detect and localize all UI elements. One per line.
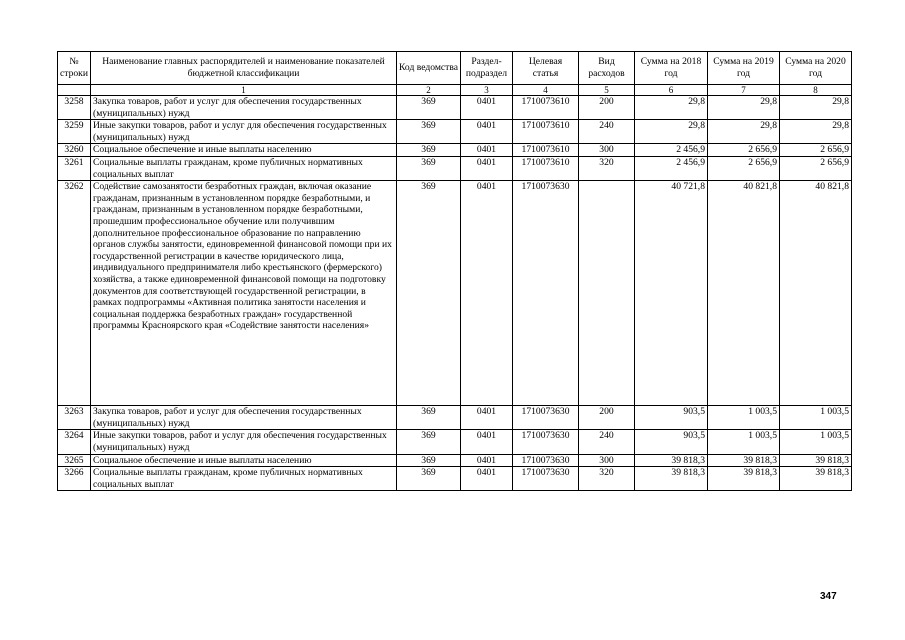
column-number-row bbox=[58, 85, 852, 96]
row-section: 0401 bbox=[461, 120, 513, 144]
row-target-article: 1710073610 bbox=[513, 156, 579, 180]
row-sum-2019: 40 821,8 bbox=[708, 181, 780, 406]
row-sum-2020: 2 656,9 bbox=[780, 144, 852, 157]
row-dept-code: 369 bbox=[397, 181, 461, 406]
row-sum-2019: 39 818,3 bbox=[708, 454, 780, 467]
row-name: Иные закупки товаров, работ и услуг для обеспечения государственных (муниципальных) нужд bbox=[91, 430, 397, 454]
header-row bbox=[58, 52, 852, 85]
row-number: 3266 bbox=[58, 467, 91, 491]
column-number: 1 bbox=[91, 85, 397, 96]
row-expense-type: 200 bbox=[579, 96, 635, 120]
table-row bbox=[58, 430, 852, 454]
row-sum-2020: 2 656,9 bbox=[780, 156, 852, 180]
budget-table bbox=[57, 51, 852, 491]
row-expense-type: 300 bbox=[579, 454, 635, 467]
row-dept-code: 369 bbox=[397, 406, 461, 430]
row-name: Социальное обеспечение и иные выплаты населению bbox=[91, 144, 397, 157]
header-sum-2019: Сумма на 2019 год bbox=[708, 52, 780, 85]
row-section: 0401 bbox=[461, 181, 513, 406]
row-target-article: 1710073610 bbox=[513, 120, 579, 144]
header-sum-2018: Сумма на 2018 год bbox=[635, 52, 708, 85]
row-expense-type: 300 bbox=[579, 144, 635, 157]
row-target-article: 1710073630 bbox=[513, 467, 579, 491]
table-row bbox=[58, 96, 852, 120]
row-dept-code: 369 bbox=[397, 430, 461, 454]
header-target-article: Целевая статья bbox=[513, 52, 579, 85]
column-number: 5 bbox=[579, 85, 635, 96]
row-dept-code: 369 bbox=[397, 454, 461, 467]
row-sum-2020: 39 818,3 bbox=[780, 467, 852, 491]
row-sum-2019: 2 656,9 bbox=[708, 144, 780, 157]
row-sum-2018: 2 456,9 bbox=[635, 144, 708, 157]
column-number: 8 bbox=[780, 85, 852, 96]
row-number: 3263 bbox=[58, 406, 91, 430]
header-name: Наименование главных распорядителей и наименование показателей бюджетной классификации bbox=[91, 52, 397, 85]
row-name: Иные закупки товаров, работ и услуг для обеспечения государственных (муниципальных) нужд bbox=[91, 120, 397, 144]
row-section: 0401 bbox=[461, 156, 513, 180]
row-sum-2020: 1 003,5 bbox=[780, 406, 852, 430]
row-section: 0401 bbox=[461, 144, 513, 157]
column-number: 6 bbox=[635, 85, 708, 96]
row-target-article: 1710073630 bbox=[513, 406, 579, 430]
row-target-article: 1710073610 bbox=[513, 144, 579, 157]
header-row-number: № строки bbox=[58, 52, 91, 85]
row-section: 0401 bbox=[461, 96, 513, 120]
row-section: 0401 bbox=[461, 406, 513, 430]
row-expense-type: 320 bbox=[579, 467, 635, 491]
row-section: 0401 bbox=[461, 467, 513, 491]
table-row bbox=[58, 181, 852, 406]
column-number: 3 bbox=[461, 85, 513, 96]
row-number: 3260 bbox=[58, 144, 91, 157]
row-sum-2018: 39 818,3 bbox=[635, 454, 708, 467]
row-name: Социальные выплаты гражданам, кроме публичных нормативных социальных выплат bbox=[91, 467, 397, 491]
column-number: 4 bbox=[513, 85, 579, 96]
row-expense-type: 200 bbox=[579, 406, 635, 430]
row-sum-2020: 39 818,3 bbox=[780, 454, 852, 467]
row-name: Социальные выплаты гражданам, кроме публичных нормативных социальных выплат bbox=[91, 156, 397, 180]
row-expense-type: 320 bbox=[579, 156, 635, 180]
row-target-article: 1710073610 bbox=[513, 96, 579, 120]
row-sum-2018: 903,5 bbox=[635, 430, 708, 454]
row-expense-type: 240 bbox=[579, 120, 635, 144]
row-sum-2018: 29,8 bbox=[635, 120, 708, 144]
row-number: 3265 bbox=[58, 454, 91, 467]
header-expense-type: Вид расходов bbox=[579, 52, 635, 85]
row-target-article: 1710073630 bbox=[513, 430, 579, 454]
row-sum-2018: 903,5 bbox=[635, 406, 708, 430]
header-dept-code: Код ведомства bbox=[397, 52, 461, 85]
table-row bbox=[58, 454, 852, 467]
row-name: Содействие самозанятости безработных граждан, включая оказание гражданам, признанным в установленном порядке безработными, и гражданам, признанным в установленном порядке безработными, прошедшим профессиональное обучение или получившим дополнительное профессиональное образование по направлению органов службы занятости, единовременной финансовой помощи при их государственной регистрации в качестве юридического лица, индивидуального предпринимателя либо крестьянского (фермерского) хозяйства, а также единовременной финансовой помощи на подготовку документов для соответствующей государственной регистрации, в рамках подпрограммы «Активная политика занятости населения и социальная поддержка безработных граждан» государственной программы Красноярского края «Содействие занятости населения» bbox=[91, 181, 397, 406]
row-dept-code: 369 bbox=[397, 467, 461, 491]
row-dept-code: 369 bbox=[397, 120, 461, 144]
table-row bbox=[58, 156, 852, 180]
header-section: Раздел-подраздел bbox=[461, 52, 513, 85]
row-sum-2019: 1 003,5 bbox=[708, 406, 780, 430]
row-number: 3264 bbox=[58, 430, 91, 454]
row-dept-code: 369 bbox=[397, 144, 461, 157]
header-sum-2020: Сумма на 2020 год bbox=[780, 52, 852, 85]
row-sum-2019: 29,8 bbox=[708, 120, 780, 144]
row-sum-2019: 2 656,9 bbox=[708, 156, 780, 180]
row-name: Закупка товаров, работ и услуг для обеспечения государственных (муниципальных) нужд bbox=[91, 96, 397, 120]
row-name: Закупка товаров, работ и услуг для обеспечения государственных (муниципальных) нужд bbox=[91, 406, 397, 430]
row-dept-code: 369 bbox=[397, 156, 461, 180]
table-row bbox=[58, 120, 852, 144]
row-sum-2018: 40 721,8 bbox=[635, 181, 708, 406]
row-sum-2020: 1 003,5 bbox=[780, 430, 852, 454]
row-number: 3261 bbox=[58, 156, 91, 180]
row-target-article: 1710073630 bbox=[513, 181, 579, 406]
row-sum-2019: 29,8 bbox=[708, 96, 780, 120]
row-name: Социальное обеспечение и иные выплаты населению bbox=[91, 454, 397, 467]
table-row bbox=[58, 406, 852, 430]
row-number: 3258 bbox=[58, 96, 91, 120]
row-number: 3259 bbox=[58, 120, 91, 144]
row-sum-2019: 1 003,5 bbox=[708, 430, 780, 454]
row-sum-2018: 39 818,3 bbox=[635, 467, 708, 491]
row-section: 0401 bbox=[461, 430, 513, 454]
row-sum-2020: 40 821,8 bbox=[780, 181, 852, 406]
row-target-article: 1710073630 bbox=[513, 454, 579, 467]
column-number: 2 bbox=[397, 85, 461, 96]
page-number: 347 bbox=[820, 591, 837, 602]
row-expense-type bbox=[579, 181, 635, 406]
column-number: 7 bbox=[708, 85, 780, 96]
row-dept-code: 369 bbox=[397, 96, 461, 120]
row-expense-type: 240 bbox=[579, 430, 635, 454]
row-sum-2018: 2 456,9 bbox=[635, 156, 708, 180]
row-sum-2020: 29,8 bbox=[780, 96, 852, 120]
row-section: 0401 bbox=[461, 454, 513, 467]
row-sum-2018: 29,8 bbox=[635, 96, 708, 120]
column-number bbox=[58, 85, 91, 96]
row-sum-2019: 39 818,3 bbox=[708, 467, 780, 491]
row-sum-2020: 29,8 bbox=[780, 120, 852, 144]
table-row bbox=[58, 467, 852, 491]
row-number: 3262 bbox=[58, 181, 91, 406]
table-row bbox=[58, 144, 852, 157]
